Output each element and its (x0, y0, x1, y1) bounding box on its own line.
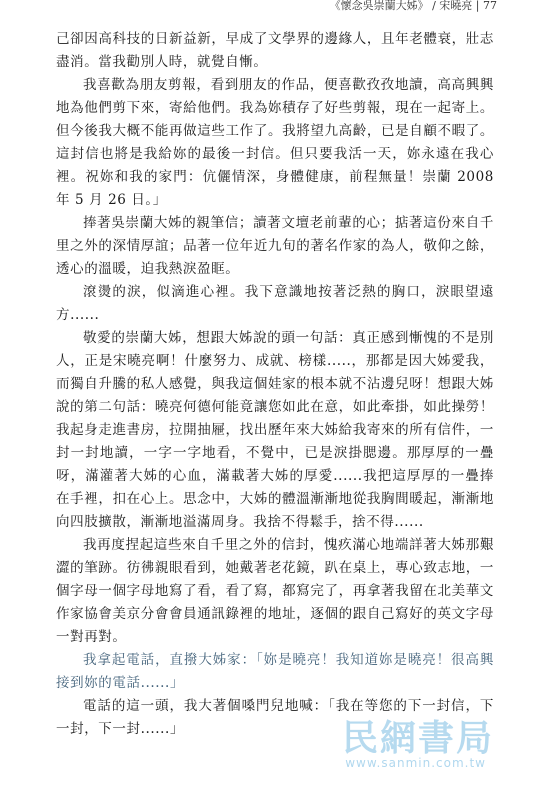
paragraph-2: 我喜歡為朋友剪報，看到朋友的作品，便喜歡孜孜地讀，高高興興地為他們剪下來，寄給他們。我為妳積存了好些剪報，現在一起寄上。但今後我大概不能再做這些工作了。我將望九高齡，已是自顧不暇了。這封信也將是我給妳的最後一封信。但只要我活一天，妳永遠在我心裡。祝妳和我的家門：伉儷情深，身體健康，前程無量！崇蘭 2008 年 5 月 26 日。」 (56, 77, 494, 208)
paragraph-5: 敬愛的崇蘭大姊，想跟大姊說的頭一句話：真正感到慚愧的不是別人，正是宋曉亮啊！什麼努力、成就、榜樣.....，那都是因大姊愛我，而獨自升騰的私人感覺，與我這個娃家的根本就不沾邊兒呀！想跟大姊說的第二句話：曉亮何德何能竟讓您如此在意，如此牽掛，如此操勞！我起身走進書房，拉開抽屜，找出歷年來大姊給我寄來的所有信件，一封一封地讀，一字一字地看，不覺中，已是淚掛腮邊。那厚厚的一疊呀，滿灌著大姊的心血，滿載著大姊的厚愛......我把這厚厚的一疊捧在手裡，扣在心上。思念中，大姊的體溫漸漸地從我胸間暖起，漸漸地向四肢擴散，漸漸地溢滿周身。我捨不得鬆手，捨不得...... (56, 330, 494, 530)
paragraph-6: 我再度捏起這些來自千里之外的信封，愧疚滿心地端詳著大姊那艱澀的筆跡。彷彿親眼看到，她戴著老花鏡，趴在桌上，專心致志地，一個字母一個字母地寫了看，看了寫，都寫完了，再拿著我留在北美華文作家協會美京分會會員通訊錄裡的地址，逐個的跟自己寫好的英文字母一對再對。 (56, 537, 494, 645)
watermark-url: www.sanmin.com.tw (345, 756, 486, 770)
paragraph-1: 己卻因高科技的日新益新，早成了文學界的邊緣人，且年老體衰，壯志盡消。當我勸別人時，就覺自慚。 (56, 31, 494, 70)
paragraph-3: 捧著吳崇蘭大姊的親筆信；讀著文壇老前輩的心；掂著這份來自千里之外的深情厚誼；品著一位年近九旬的著名作家的為人，敬仰之餘，透心的溫暖，迫我熱淚盈眶。 (56, 215, 494, 277)
paragraph-8: 電話的這一頭，我大著個嗓門兒地喊：「我在等您的下一封信，下一封，下一封......」 (56, 698, 494, 737)
paragraph-7: 我拿起電話，直撥大姊家：「妳是曉亮！我知道妳是曉亮！很高興接到妳的電話......」 (56, 652, 494, 691)
watermark-title: 民網書局 (341, 718, 494, 759)
paragraph-4: 滾燙的淚，似滴進心裡。我下意識地按著泛熱的胸口，淚眼望遠方...... (56, 284, 494, 323)
running-header: 《懷念吳崇蘭大姊》 / 宋曉亮 | 77 (329, 0, 497, 12)
body-text (56, 28, 494, 741)
